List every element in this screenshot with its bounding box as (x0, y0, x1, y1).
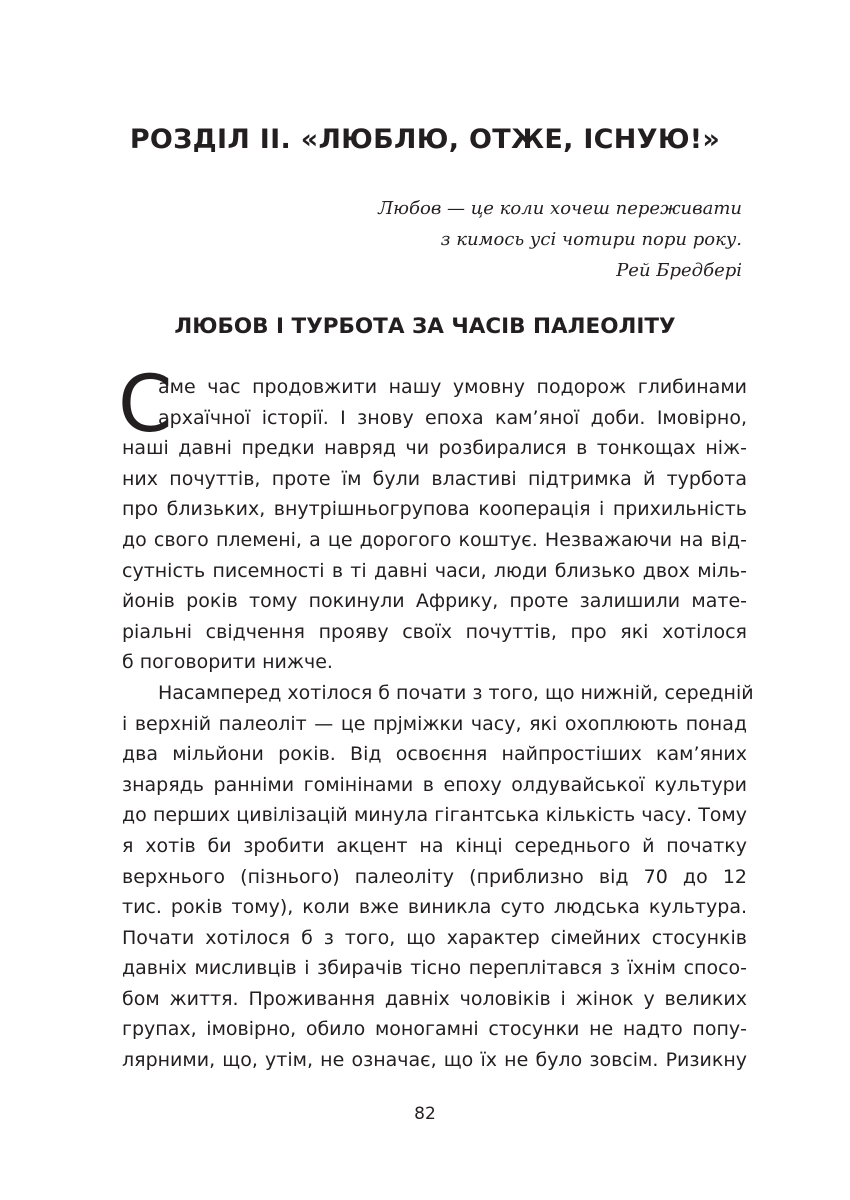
paragraph (122, 678, 754, 1076)
epigraph-line: з кимось усі чотири пори року. (440, 229, 742, 250)
text-line: бом життя. Проживання давніх чоловіків і жінок у великих (122, 987, 747, 1010)
text-line: лярними, що, утім, не означає, що їх не було зовсім. Ризикну (122, 1049, 747, 1072)
epigraph-line: Любов — це коли хочеш переживати (378, 198, 742, 219)
text-line: і верхній палеоліт — це прjміжки часу, які охоплюють понад (122, 712, 747, 735)
text-line: давніх мисливців і збирачів тісно переплітався з їхнім спосо- (122, 957, 747, 980)
text-line: про близьких, внутрішньогрупова кооперація і прихильність (122, 498, 747, 521)
text-line: наші давні предки навряд чи розбиралися в тонкощах ніж- (122, 437, 747, 460)
text-line: Почати хотілося б з того, що характер сімейних стосунків (122, 926, 747, 949)
text-line: групах, імовірно, обило моногамні стосунки не надто попу- (122, 1018, 747, 1041)
drop-cap: С (118, 360, 173, 450)
text-line: до свого племені, а це дорогого коштує. Незважаючи на від- (122, 528, 747, 551)
epigraph-author: Рей Бредбері (616, 260, 742, 281)
text-line: Насамперед хотілося б почати з того, що нижній, середній (158, 681, 754, 704)
text-line: архаїчної історії. І знову епоха кам’яної доби. Імовірно, (158, 406, 747, 429)
text-line: б поговорити нижче. (122, 651, 333, 674)
text-line: знарядь ранніми гомінінами в епоху олдувайської культури (122, 773, 747, 796)
text-line: я хотів би зробити акцент на кінці середнього й початку (122, 834, 747, 857)
chapter-title: РОЗДІЛ II. «ЛЮБЛЮ, ОТЖЕ, ІСНУЮ!» (129, 124, 721, 155)
epigraph (378, 193, 742, 286)
text-line: йонів років тому покинули Африку, проте залишили мате- (122, 590, 747, 613)
text-line: верхнього (пізнього) палеоліту (приблизно від 70 до 12 (122, 865, 747, 888)
text-line: аме час продовжити нашу умовну подорож глибинами (158, 376, 747, 398)
text-line: два мільйони років. Від освоєння найпростіших кам’яних (122, 743, 747, 766)
text-line: сутність писемності в ті давні часи, люди близько двох міль- (122, 559, 747, 582)
text-line: тис. років тому), коли вже виникла суто людська культура. (122, 896, 747, 919)
text-line: них почуттів, проте їм були властиві підтримка й турбота (122, 467, 747, 490)
page-number: 82 (414, 1104, 436, 1124)
body-text (118, 360, 754, 1076)
paragraph (122, 372, 747, 678)
text-line: ріальні свідчення прояву своїх почуттів, про які хотілося (122, 620, 747, 643)
section-title: ЛЮБОВ І ТУРБОТА ЗА ЧАСІВ ПАЛЕОЛІТУ (174, 314, 676, 339)
text-line: до перших цивілізацій минула гігантська кількість часу. Тому (122, 804, 747, 827)
